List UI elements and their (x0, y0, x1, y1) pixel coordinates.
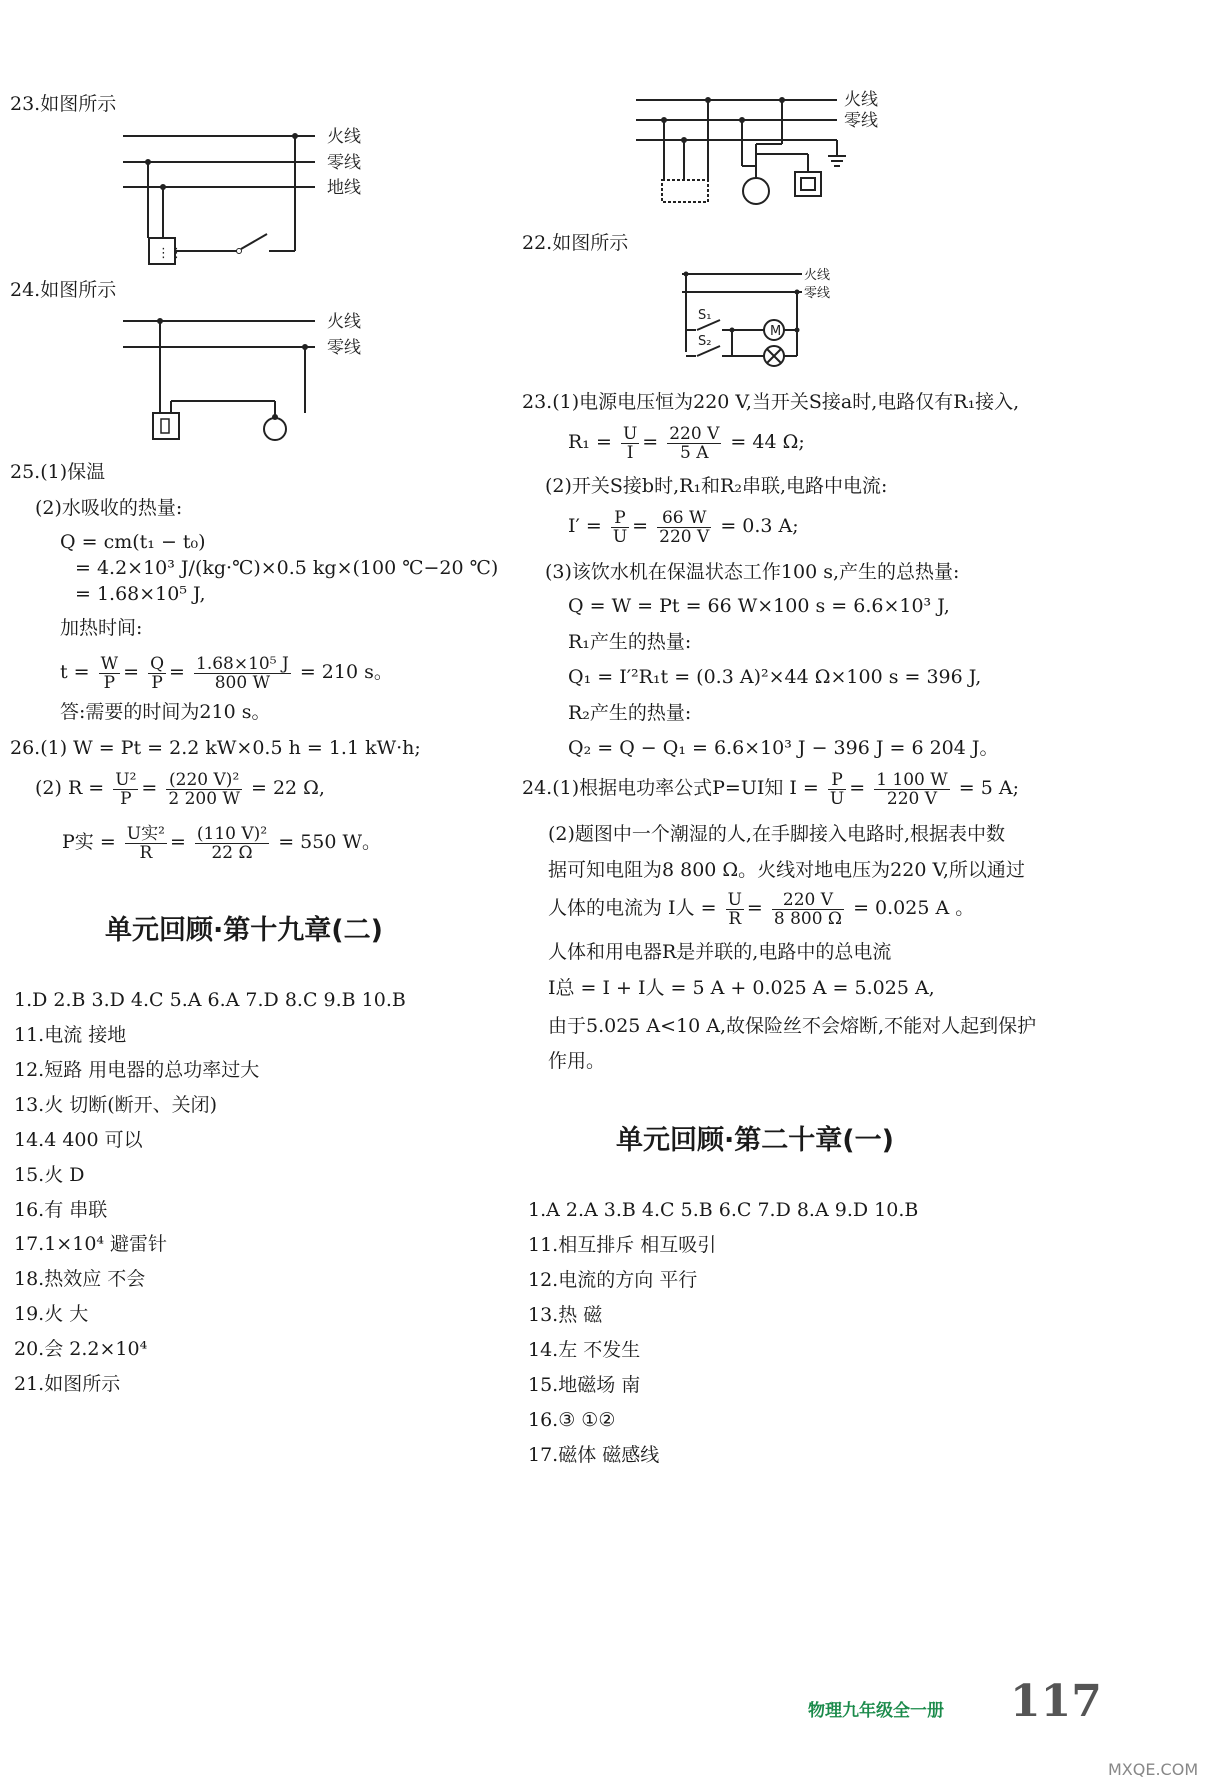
q25-heat-time: 加热时间: (60, 617, 143, 639)
circuit-diagram-21 (632, 88, 902, 218)
answer-12: 12.短路 用电器的总功率过大 (14, 1059, 260, 1081)
label-live: 火线 (327, 127, 361, 147)
answer-16: 16.③ ①② (528, 1409, 616, 1431)
answer-11: 11.电流 接地 (14, 1024, 127, 1046)
switch-icon (241, 234, 267, 249)
answer-13: 13.热 磁 (528, 1304, 603, 1326)
q23-formula-2: I′ = $\frac{P}{U}$ = $\frac{66 W}{220 V}$ = 0.3 A; (568, 507, 799, 547)
switch-s1-label: S₁ (698, 308, 712, 323)
q24-2a: (2)题图中一个潮湿的人,在手脚接入电路时,根据表中数 (548, 823, 1005, 845)
circuit-diagram-22 (672, 262, 852, 377)
label-neutral: 零线 (327, 338, 361, 358)
socket-icon (153, 413, 179, 439)
motor-label: M (770, 324, 782, 339)
q23-formula-1: R₁ = $\frac{U}{I}$ = $\frac{220 V}{5 A}$ = 44 Ω; (568, 423, 805, 463)
q24-2f: 由于5.025 A<10 A,故保险丝不会熔断,不能对人起到保护 (548, 1015, 1037, 1037)
q25-formula-1: Q = cm(t₁ − t₀) (60, 531, 206, 553)
answer-13: 13.火 切断(断开、关闭) (14, 1094, 218, 1116)
q23-r1-heat: R₁产生的热量: (568, 631, 692, 653)
bulb-icon (264, 418, 286, 440)
q23-formula-5: Q₂ = Q − Q₁ = 6.6×10³ J − 396 J = 6 204 J。 (568, 737, 999, 759)
label-live: 火线 (327, 312, 361, 332)
label-ground: 地线 (327, 178, 361, 198)
label-live: 火线 (844, 90, 878, 110)
q25-answer: 答:需要的时间为210 s。 (60, 701, 271, 723)
q23-2: (2)开关S接b时,R₁和R₂串联,电路中电流: (545, 475, 888, 497)
q26-2: (2) R = $\frac{\text{U²}}{P}$ = $\frac{\text{(220 V)²}}{2 200 W}$ = 22 Ω, (35, 769, 325, 809)
answer-14: 14.4 400 可以 (14, 1129, 143, 1151)
answer-17: 17.磁体 磁感线 (528, 1444, 660, 1466)
answer-17: 17.1×10⁴ 避雷针 (14, 1233, 168, 1255)
answer-14: 14.左 不发生 (528, 1339, 641, 1361)
q24-2c: 人体的电流为 I人 = $\frac{U}{R}$ = $\frac{220 V}{8 800 \Omega}$ = 0.025 A 。 (548, 889, 975, 929)
label-neutral: 零线 (844, 111, 878, 131)
label-live: 火线 (804, 268, 831, 283)
answers-1-10: 1.A 2.A 3.B 4.C 5.B 6.C 7.D 8.A 9.D 10.B (528, 1199, 919, 1221)
circuit-diagram-23 (115, 120, 385, 270)
label-neutral: 零线 (804, 286, 831, 301)
q25-1: 25.(1)保温 (10, 461, 106, 483)
page-number: 117 (1010, 1676, 1102, 1727)
q23-formula-3: Q = W = Pt = 66 W×100 s = 6.6×10³ J, (568, 595, 950, 617)
q24-1: 24.(1)根据电功率公式P=UI知 I = $\frac{P}{U}$ = $\frac{1 100 W}{220 V}$ = 5 A; (522, 769, 1020, 809)
heading-chapter-19-2: 单元回顾·第十九章(二) (105, 915, 383, 946)
answers-1-10: 1.D 2.B 3.D 4.C 5.A 6.A 7.D 8.C 9.B 10.B (14, 989, 406, 1011)
three-pin-socket-icon (662, 180, 708, 202)
q25-time-formula: t = $\frac{W}{P}$ = $\frac{Q}{P}$ = $\frac{\text{1.68×10⁵ J}}{800 W}$ = 210 s。 (60, 653, 393, 693)
answer-11: 11.相互排斥 相互吸引 (528, 1234, 717, 1256)
answer-20: 20.会 2.2×10⁴ (14, 1338, 148, 1360)
q26-1: 26.(1) W = Pt = 2.2 kW×0.5 h = 1.1 kW·h; (10, 737, 421, 759)
q23-formula-4: Q₁ = I′²R₁t = (0.3 A)²×44 Ω×100 s = 396 J, (568, 666, 982, 688)
q24-2d: 人体和用电器R是并联的,电路中的总电流 (548, 941, 892, 963)
q25-formula-3: = 1.68×10⁵ J, (75, 583, 206, 605)
answer-16: 16.有 串联 (14, 1199, 108, 1221)
q24-label: 24.如图所示 (10, 279, 117, 301)
q22-label: 22.如图所示 (522, 232, 629, 254)
book-title: 物理九年级全一册 (808, 1701, 944, 1721)
answer-21: 21.如图所示 (14, 1373, 121, 1395)
answer-12: 12.电流的方向 平行 (528, 1269, 698, 1291)
answer-15: 15.火 D (14, 1164, 85, 1186)
answer-15: 15.地磁场 南 (528, 1374, 641, 1396)
q24-2g: 作用。 (548, 1050, 606, 1072)
watermark: MXQE.COM (1108, 1760, 1199, 1779)
socket-glyph: ⋮⋮ (157, 246, 183, 261)
switch-s2-label: S₂ (698, 334, 712, 349)
answer-18: 18.热效应 不会 (14, 1268, 146, 1290)
q24-2b: 据可知电阻为8 800 Ω。火线对地电压为220 V,所以通过 (548, 859, 1025, 881)
switch-box-icon (795, 172, 821, 196)
q23-3: (3)该饮水机在保温状态工作100 s,产生的总热量: (545, 561, 960, 583)
q23-r2-heat: R₂产生的热量: (568, 702, 692, 724)
q23-1: 23.(1)电源电压恒为220 V,当开关S接a时,电路仅有R₁接入, (522, 391, 1020, 413)
q26-3: P实 = U实² R = $\frac{\text{(110 V)²}}{22 \Omega}$ = 550 W。 (62, 823, 381, 863)
label-neutral: 零线 (327, 153, 361, 173)
answer-19: 19.火 大 (14, 1303, 89, 1325)
heading-chapter-20-1: 单元回顾·第二十章(一) (616, 1125, 894, 1156)
q25-2: (2)水吸收的热量: (35, 497, 183, 519)
bulb-icon (743, 178, 769, 204)
q23-label: 23.如图所示 (10, 93, 117, 115)
q25-formula-2: = 4.2×10³ J/(kg·℃)×0.5 kg×(100 ℃−20 ℃) (75, 557, 499, 579)
circuit-diagram-24 (115, 305, 385, 455)
q24-2e: I总 = I + I人 = 5 A + 0.025 A = 5.025 A, (548, 977, 935, 999)
